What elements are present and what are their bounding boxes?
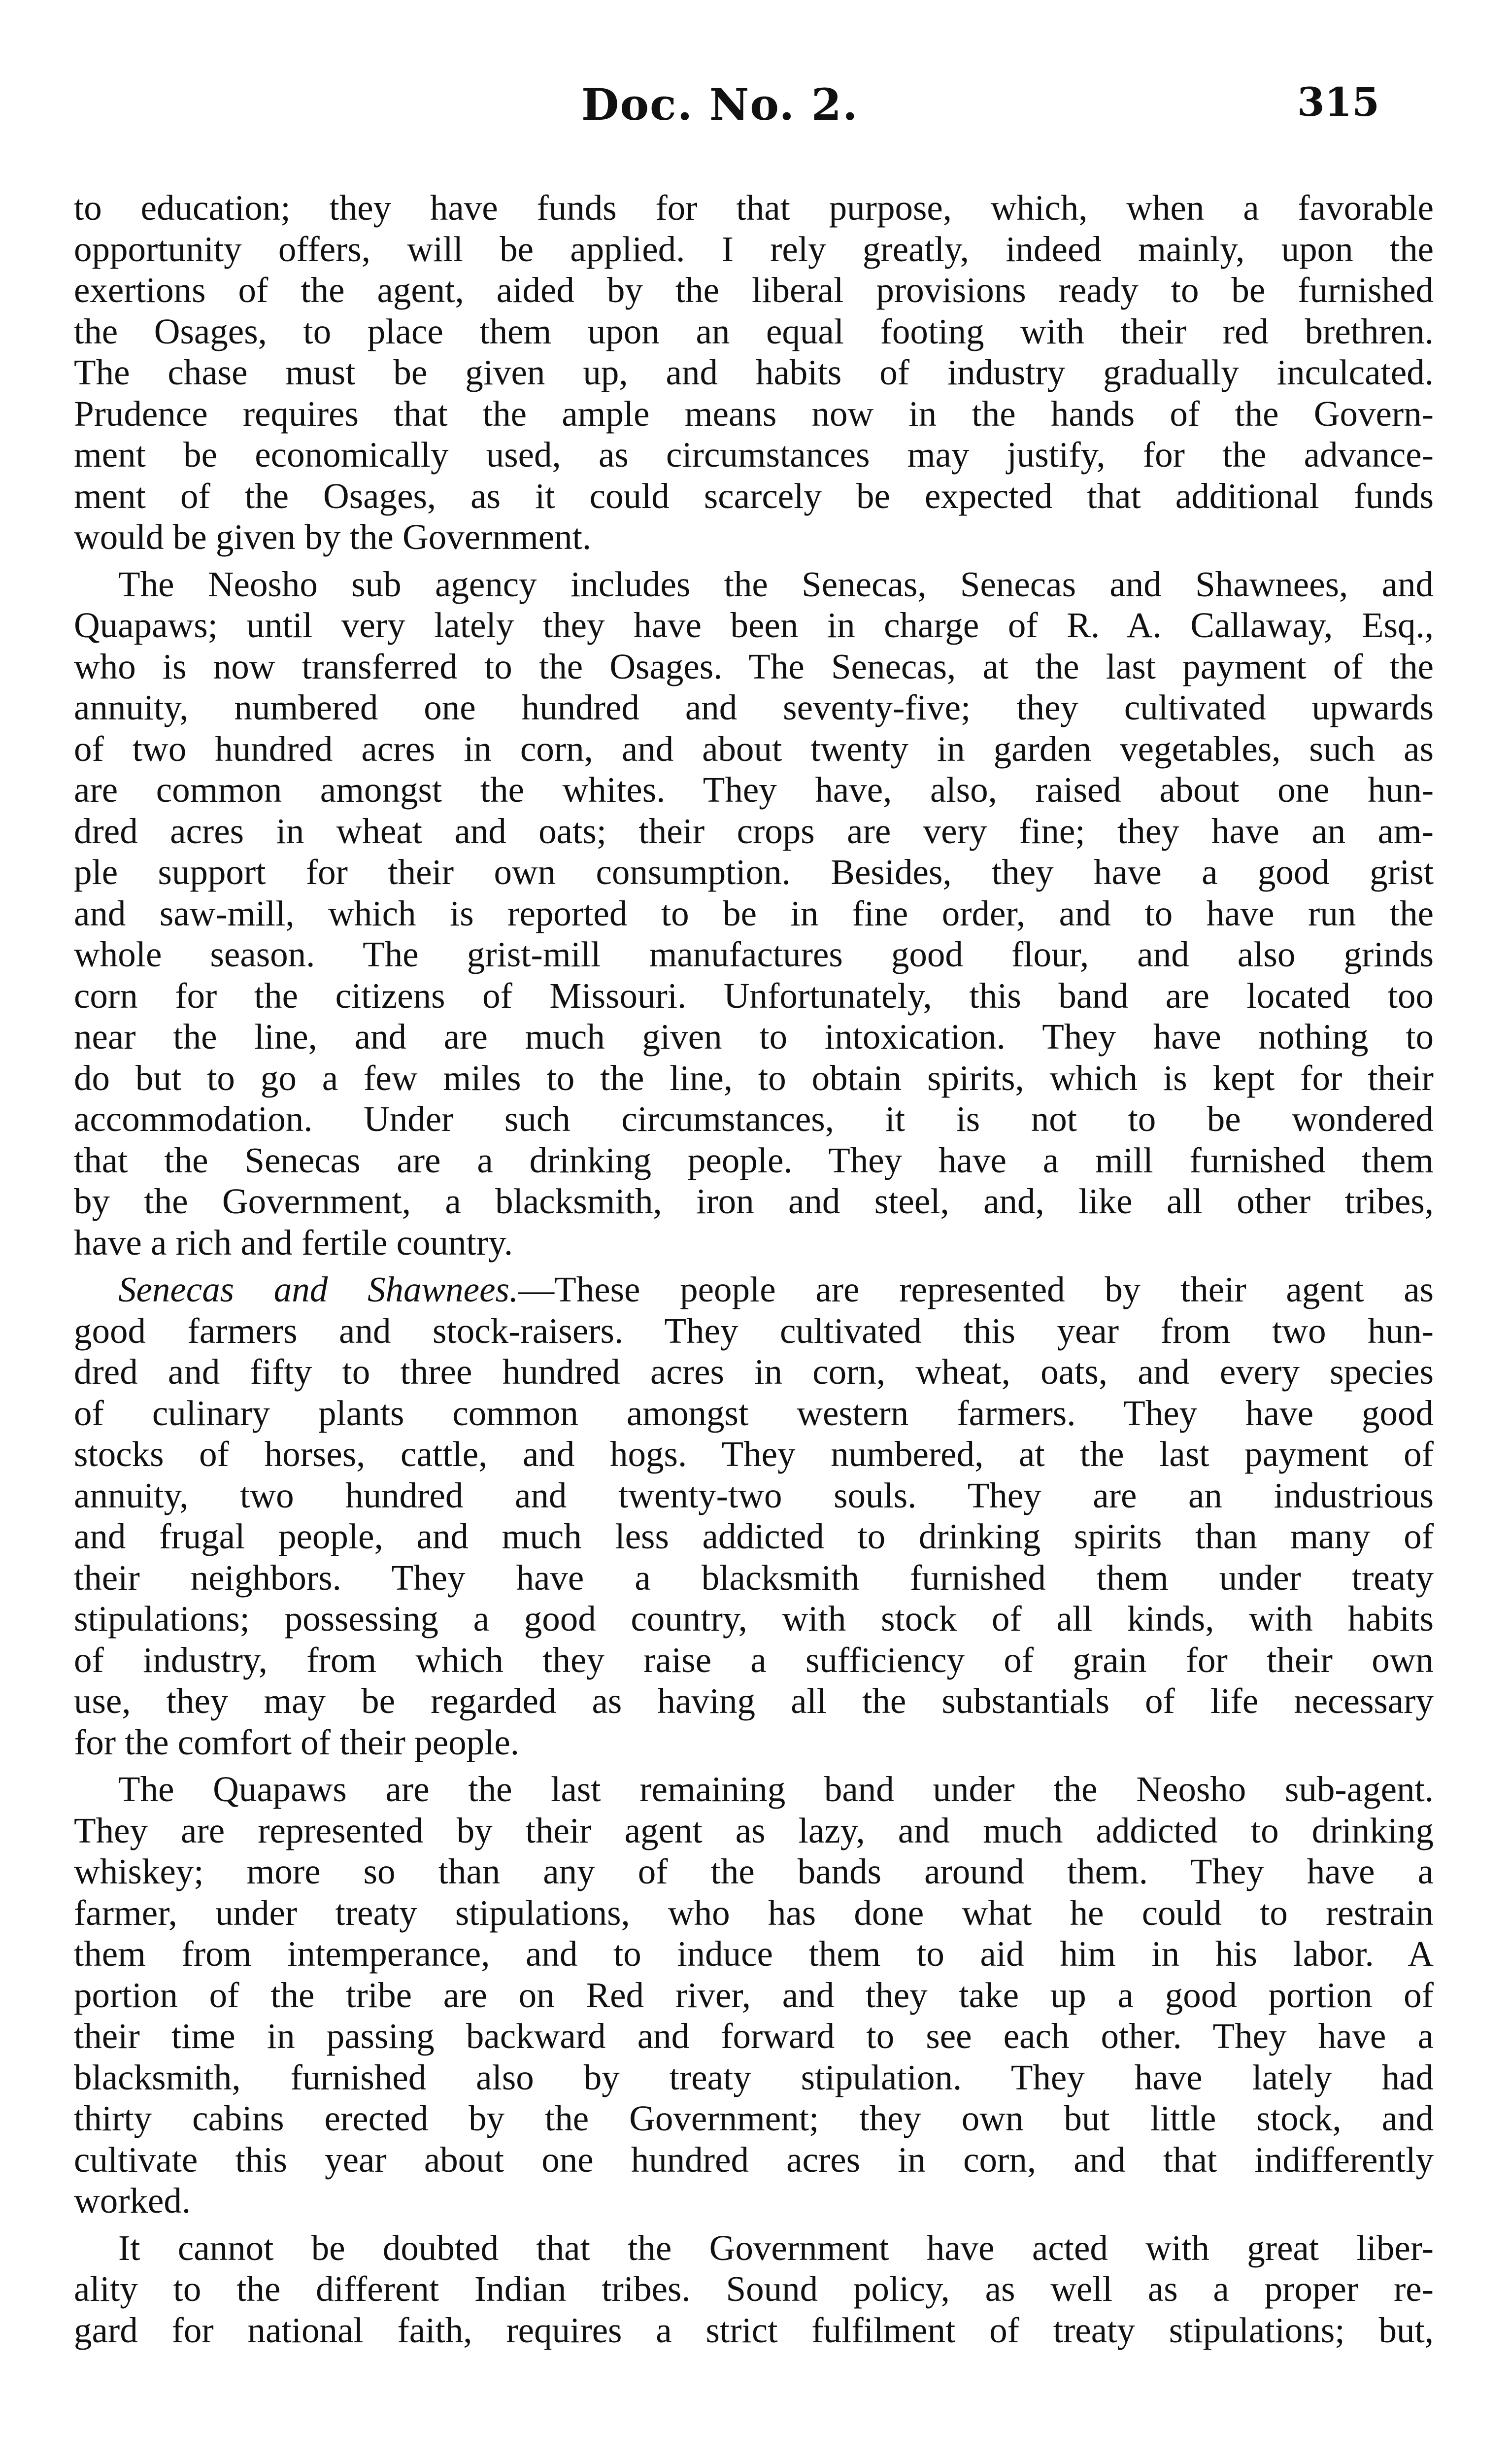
paragraph: [74, 1769, 1434, 2222]
text-line: ality to the different Indian tribes. Sound policy, as well as a proper re-: [74, 2269, 1434, 2309]
text-line: exertions of the agent, aided by the liberal provisions ready to be furnished: [74, 270, 1434, 310]
text-line: of industry, from which they raise a sufficiency of grain for their own: [74, 1640, 1434, 1680]
text-line: stipulations; possessing a good country, with stock of all kinds, with habits: [74, 1599, 1434, 1639]
text-line: farmer, under treaty stipulations, who has done what he could to restrain: [74, 1892, 1434, 1933]
text-line: portion of the tribe are on Red river, and they take up a good portion of: [74, 1975, 1434, 2015]
paragraph: [74, 1269, 1434, 1763]
text-line: do but to go a few miles to the line, to obtain spirits, which is kept for their: [74, 1058, 1434, 1098]
text-line: opportunity offers, will be applied. I rely greatly, indeed mainly, upon the: [74, 229, 1434, 269]
text-line: ple support for their own consumption. Besides, they have a good grist: [74, 852, 1434, 892]
text-line: have a rich and fertile country.: [74, 1222, 513, 1263]
text-line: dred and fifty to three hundred acres in corn, wheat, oats, and every species: [74, 1352, 1434, 1392]
text-line: the Osages, to place them upon an equal footing with their red brethren.: [74, 311, 1434, 351]
paragraph: [74, 187, 1434, 558]
text-line: them from intemperance, and to induce them to aid him in his labor. A: [74, 1934, 1434, 1974]
text-line: [74, 1269, 1434, 1310]
text-line: to education; they have funds for that purpose, which, when a favorable: [74, 188, 1434, 228]
text-line: use, they may be regarded as having all the substantials of life necessary: [74, 1681, 1434, 1721]
text-line: stocks of horses, cattle, and hogs. They numbered, at the last payment of: [74, 1434, 1434, 1474]
paragraph: [74, 2227, 1434, 2351]
text-line: thirty cabins erected by the Government; they own but little stock, and: [74, 2098, 1434, 2138]
text-line: worked.: [74, 2181, 191, 2221]
text-line: Prudence requires that the ample means now in the hands of the Govern-: [74, 393, 1434, 434]
text-line: and frugal people, and much less addicted to drinking spirits than many of: [74, 1516, 1434, 1556]
text-line: their neighbors. They have a blacksmith furnished them under treaty: [74, 1557, 1434, 1598]
text-line: near the line, and are much given to intoxication. They have nothing to: [74, 1017, 1434, 1057]
document-title: Doc. No. 2.: [581, 79, 859, 130]
text-line: corn for the citizens of Missouri. Unfortunately, this band are located too: [74, 975, 1434, 1016]
text-line: who is now transferred to the Osages. The Senecas, at the last payment of the: [74, 646, 1434, 686]
paragraph: [74, 564, 1434, 1264]
text-line: of culinary plants common amongst western farmers. They have good: [74, 1393, 1434, 1433]
text-line: gard for national faith, requires a strict fulfilment of treaty stipulations; but,: [74, 2310, 1434, 2350]
text-line: dred acres in wheat and oats; their crops are very fine; they have an am-: [74, 811, 1434, 851]
text-line: would be given by the Government.: [74, 517, 592, 557]
text-line: ment of the Osages, as it could scarcely be expected that additional funds: [74, 476, 1434, 516]
italic-heading: Senecas and Shawnees.: [118, 1269, 519, 1309]
text-line: for the comfort of their people.: [74, 1722, 520, 1762]
text-line: whole season. The grist-mill manufactures good flour, and also grinds: [74, 934, 1434, 974]
text-line: Quapaws; until very lately they have been in charge of R. A. Callaway, Esq.,: [74, 605, 1434, 645]
text-line: their time in passing backward and forward to see each other. They have a: [74, 2016, 1434, 2056]
text-span: —These people are represented by their agent as: [518, 1269, 1434, 1309]
text-line: that the Senecas are a drinking people. They have a mill furnished them: [74, 1140, 1434, 1180]
text-line: annuity, two hundred and twenty-two souls. They are an industrious: [74, 1475, 1434, 1515]
text-line: blacksmith, furnished also by treaty stipulation. They have lately had: [74, 2057, 1434, 2097]
page-header: [99, 79, 1399, 138]
text-line: The Neosho sub agency includes the Senecas, Senecas and Shawnees, and: [118, 564, 1434, 604]
text-line: It cannot be doubted that the Government have acted with great liber-: [118, 2227, 1434, 2268]
text-line: The chase must be given up, and habits of industry gradually inculcated.: [74, 352, 1434, 392]
text-line: are common amongst the whites. They have, also, raised about one hun-: [74, 770, 1434, 810]
text-line: by the Government, a blacksmith, iron and steel, and, like all other tribes,: [74, 1181, 1434, 1221]
text-line: and saw-mill, which is reported to be in fine order, and to have run the: [74, 893, 1434, 933]
text-line: annuity, numbered one hundred and seventy-five; they cultivated upwards: [74, 687, 1434, 727]
text-line: whiskey; more so than any of the bands around them. They have a: [74, 1851, 1434, 1891]
text-line: ment be economically used, as circumstances may justify, for the advance-: [74, 435, 1434, 475]
text-line: accommodation. Under such circumstances, it is not to be wondered: [74, 1099, 1434, 1139]
page-number: 315: [1297, 79, 1379, 125]
text-line: of two hundred acres in corn, and about twenty in garden vegetables, such as: [74, 728, 1434, 769]
text-line: good farmers and stock-raisers. They cultivated this year from two hun-: [74, 1310, 1434, 1351]
body-text: [74, 187, 1434, 2351]
text-line: The Quapaws are the last remaining band under the Neosho sub-agent.: [118, 1769, 1434, 1809]
text-line: cultivate this year about one hundred acres in corn, and that indifferently: [74, 2139, 1434, 2180]
text-line: They are represented by their agent as lazy, and much addicted to drinking: [74, 1810, 1434, 1850]
